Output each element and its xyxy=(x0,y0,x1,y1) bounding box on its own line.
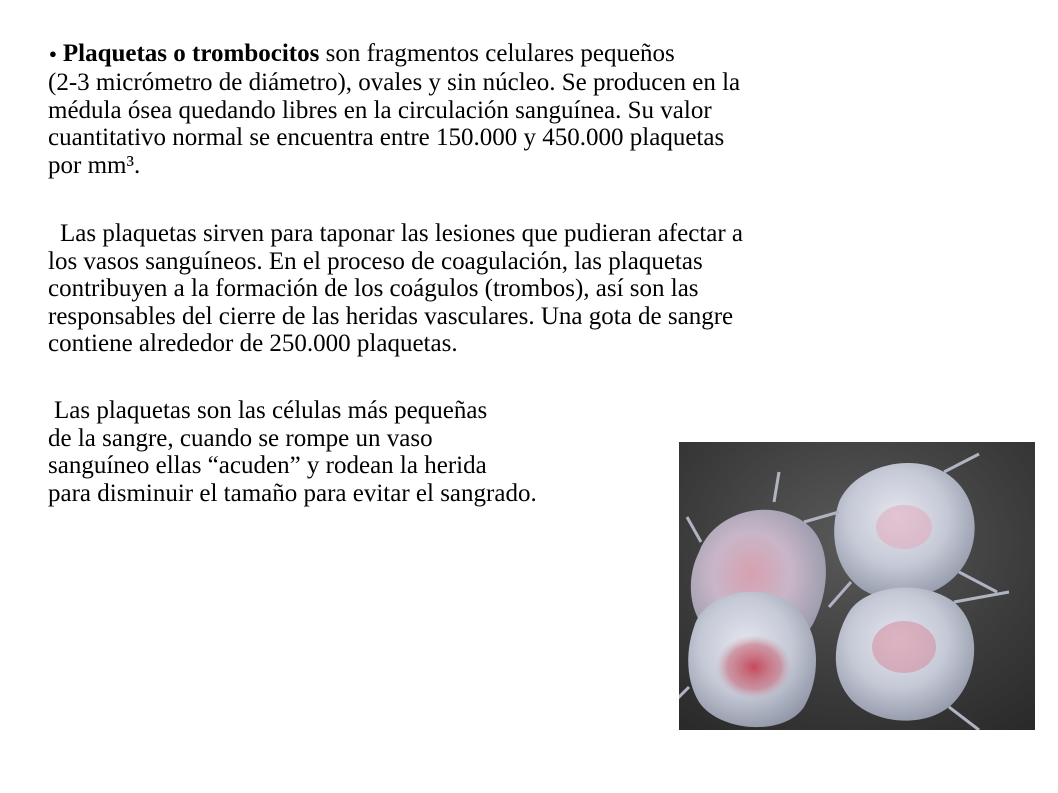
paragraph-platelets-function xyxy=(48,220,948,358)
paragraph-line: de la sangre, cuando se rompe un vaso xyxy=(48,424,433,452)
paragraph-line xyxy=(48,40,948,69)
paragraph-line: para disminuir el tamaño para evitar el sangrado. xyxy=(48,479,537,507)
paragraph-line: contribuyen a la formación de los coágulos (trombos), así son las xyxy=(48,275,699,302)
paragraph-platelets-definition xyxy=(48,40,948,179)
paragraph-line: médula ósea quedando libres en la circulación sanguínea. Su valor xyxy=(48,96,712,124)
paragraph-text: son fragmentos celulares pequeños xyxy=(319,40,675,67)
bullet-icon: ● xyxy=(49,45,57,61)
platelets-micrograph xyxy=(679,442,1035,730)
term-platelets: Plaquetas o trombocitos xyxy=(62,40,320,67)
paragraph-line: responsables del cierre de las heridas vasculares. Una gota de sangre xyxy=(48,302,734,330)
paragraph-line: sanguíneo ellas “acuden” y rodean la herida xyxy=(48,452,487,479)
paragraph-line: por mm³. xyxy=(48,151,141,179)
paragraph-line: contiene alrededor de 250.000 plaquetas. xyxy=(48,330,458,357)
paragraph-line: Las plaquetas sirven para taponar las lesiones que pudieran afectar a xyxy=(60,220,744,247)
paragraph-line: cuantitativo normal se encuentra entre 150.000 y 450.000 plaquetas xyxy=(48,124,725,152)
paragraph-line: Las plaquetas son las células más pequeñas xyxy=(54,397,488,424)
paragraph-line: (2-3 micrómetro de diámetro), ovales y sin núcleo. Se producen en la xyxy=(48,69,741,97)
paragraph-line: los vasos sanguíneos. En el proceso de coagulación, las plaquetas xyxy=(48,247,703,275)
paragraph-platelets-summary xyxy=(48,397,688,507)
